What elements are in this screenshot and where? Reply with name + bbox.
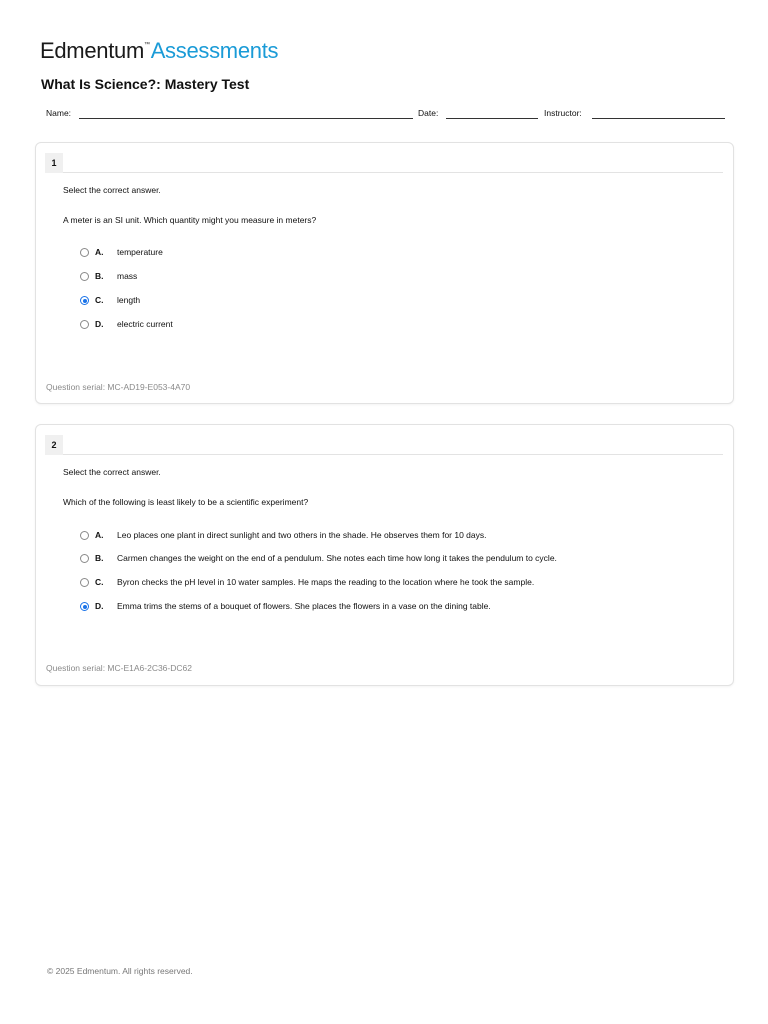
footer-copyright: © 2025 Edmentum. All rights reserved. bbox=[47, 966, 193, 976]
logo-product: Assessments bbox=[150, 38, 279, 63]
page-title: What Is Science?: Mastery Test bbox=[41, 76, 250, 92]
choice-letter: D. bbox=[95, 601, 104, 611]
question-instruction: Select the correct answer. bbox=[63, 467, 161, 477]
choice-letter: D. bbox=[95, 319, 104, 329]
radio-button[interactable] bbox=[80, 578, 89, 587]
logo-trademark: ™ bbox=[143, 42, 150, 48]
choice-text: electric current bbox=[117, 319, 173, 329]
question-serial: Question serial: MC-AD19-E053-4A70 bbox=[46, 382, 191, 392]
choice-letter: C. bbox=[95, 295, 104, 305]
logo-brand: Edmentum bbox=[40, 38, 144, 63]
instructor-line[interactable] bbox=[592, 118, 725, 119]
choice-letter: A. bbox=[95, 530, 104, 540]
radio-button-selected[interactable] bbox=[80, 296, 89, 305]
radio-button[interactable] bbox=[80, 272, 89, 281]
question-card-2 bbox=[35, 424, 734, 686]
date-line[interactable] bbox=[446, 118, 538, 119]
choice-text: Byron checks the pH level in 10 water samples. He maps the reading to the location where he took the sample. bbox=[117, 577, 535, 587]
choice-text: length bbox=[117, 295, 141, 305]
choice-letter: A. bbox=[95, 247, 104, 257]
question-number: 2 bbox=[45, 435, 63, 455]
radio-button-selected[interactable] bbox=[80, 602, 89, 611]
student-info-fields bbox=[46, 106, 726, 122]
choice-letter: B. bbox=[95, 271, 104, 281]
choice-text: Leo places one plant in direct sunlight and two others in the shade. He observes them for 10 days. bbox=[117, 530, 487, 540]
choice-text: mass bbox=[117, 271, 138, 281]
question-instruction: Select the correct answer. bbox=[63, 185, 161, 195]
question-text: Which of the following is least likely to be a scientific experiment? bbox=[63, 497, 309, 507]
question-serial: Question serial: MC-E1A6-2C36-DC62 bbox=[46, 663, 192, 673]
divider bbox=[63, 454, 723, 455]
divider bbox=[63, 172, 723, 173]
choice-letter: B. bbox=[95, 553, 104, 563]
choice-text: temperature bbox=[117, 247, 163, 257]
name-label: Name: bbox=[46, 108, 72, 118]
name-line[interactable] bbox=[79, 118, 413, 119]
radio-button[interactable] bbox=[80, 531, 89, 540]
question-number: 1 bbox=[45, 153, 63, 173]
radio-button[interactable] bbox=[80, 320, 89, 329]
choice-text: Carmen changes the weight on the end of a pendulum. She notes each time how long it takes the pendulum to cycle. bbox=[117, 553, 557, 563]
choice-text: Emma trims the stems of a bouquet of flowers. She places the flowers in a vase on the dining table. bbox=[117, 601, 491, 611]
choice-letter: C. bbox=[95, 577, 104, 587]
question-card-1 bbox=[35, 142, 734, 404]
instructor-label: Instructor: bbox=[544, 108, 582, 118]
radio-button[interactable] bbox=[80, 554, 89, 563]
question-text: A meter is an SI unit. Which quantity might you measure in meters? bbox=[63, 215, 317, 225]
date-label: Date: bbox=[418, 108, 439, 118]
radio-button[interactable] bbox=[80, 248, 89, 257]
edmentum-assessments-logo bbox=[40, 38, 278, 64]
